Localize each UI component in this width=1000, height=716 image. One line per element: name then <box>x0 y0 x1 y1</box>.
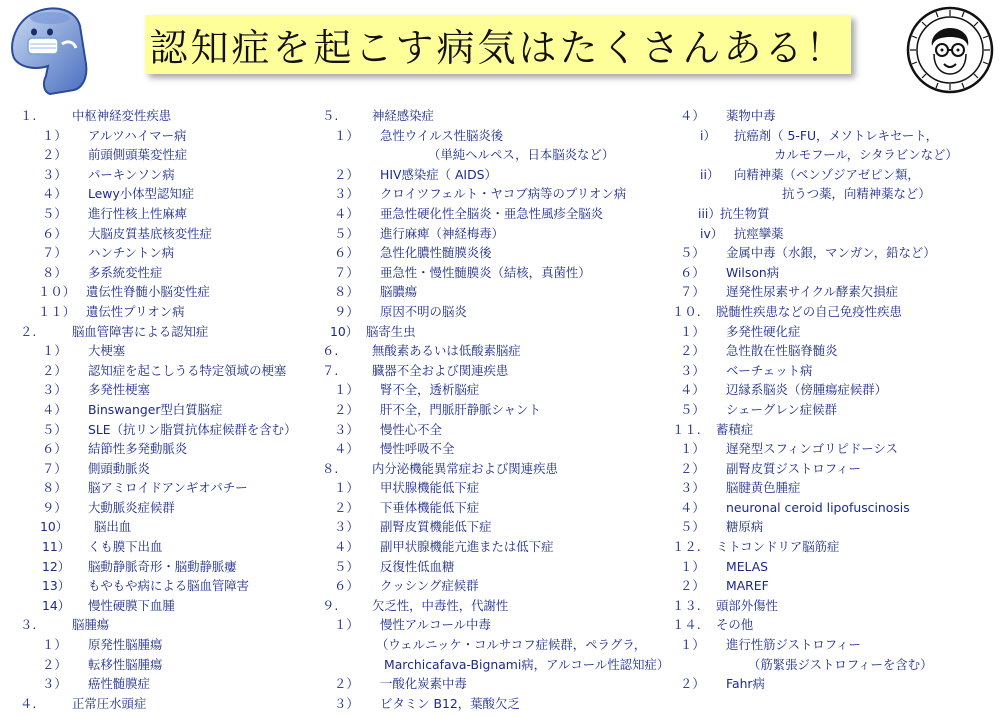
list-item <box>320 557 680 577</box>
list-item-number: iv） <box>700 225 724 241</box>
list-item-number: ２） <box>680 676 705 692</box>
list-item-text: カルモフール，シタラビンなど） <box>774 147 958 163</box>
list-item-number: ５） <box>680 401 705 417</box>
list-item-number: ３） <box>334 695 359 711</box>
list-item <box>676 322 996 342</box>
list-item-number: １） <box>42 637 67 653</box>
list-item <box>20 635 320 655</box>
list-item <box>320 341 680 361</box>
list-item-text: 抗痙攣薬 <box>734 225 784 241</box>
list-item-number: ４） <box>680 108 705 123</box>
list-item <box>20 126 320 146</box>
list-item-number: ４） <box>334 441 359 457</box>
list-item-number: １） <box>680 441 705 457</box>
doctor-stamp-logo-icon <box>906 6 994 94</box>
list-item <box>320 263 680 283</box>
list-item <box>20 537 320 557</box>
list-item-number: ４. <box>20 695 37 711</box>
list-item-text: シェーグレン症候群 <box>726 401 837 417</box>
list-item-number: ２） <box>680 343 705 359</box>
list-item-number: ６. <box>322 343 339 359</box>
list-item <box>676 341 996 361</box>
list-item <box>320 400 680 420</box>
list-item <box>676 478 996 498</box>
mascot-logo-icon <box>6 4 90 96</box>
list-item-number: ４） <box>42 186 67 202</box>
list-item <box>676 655 996 675</box>
list-item-number: １） <box>334 127 359 143</box>
list-item <box>20 302 320 322</box>
list-item-text: 大梗塞 <box>88 343 126 359</box>
list-item-number: ３） <box>334 186 359 202</box>
list-item-text: （ウェルニッケ・コルサコフ症候群，ペラグラ， <box>376 637 647 653</box>
list-item <box>676 184 996 204</box>
list-item-text: もやもや病による脳血管障害 <box>88 578 250 594</box>
list-item-text: 副腎皮質機能低下症 <box>380 519 492 535</box>
list-item <box>20 106 320 126</box>
list-item <box>320 635 680 655</box>
list-item-number: ４） <box>680 382 705 398</box>
list-item <box>20 243 320 263</box>
list-item <box>20 263 320 283</box>
list-item <box>320 165 680 185</box>
list-item <box>320 517 680 537</box>
list-item-text: 一酸化炭素中毒 <box>380 676 467 692</box>
list-item <box>676 224 996 244</box>
list-item <box>20 322 320 342</box>
list-item <box>676 576 996 596</box>
list-item-number: ８. <box>322 460 339 476</box>
list-item-number: １. <box>20 108 37 123</box>
list-item-number: ９） <box>334 303 359 319</box>
list-item-text: 欠乏性，中毒性，代謝性 <box>372 597 509 613</box>
list-item-text: 腎不全，透析脳症 <box>380 382 480 398</box>
list-item-text: 糖原病 <box>726 519 764 535</box>
list-item <box>320 145 680 165</box>
list-item-number: ２） <box>42 656 67 672</box>
list-item <box>676 380 996 400</box>
list-item-text: 遺伝性プリオン病 <box>86 303 185 319</box>
list-item-text: 脳腱黄色腫症 <box>726 480 801 496</box>
list-item-number: ４） <box>42 401 67 417</box>
list-item-text: 側頭動脈炎 <box>88 460 150 476</box>
list-item-number: １１. <box>672 421 701 437</box>
list-item <box>20 361 320 381</box>
list-item-text: 抗癌剤（ 5-FU，メソトレキセート， <box>734 127 938 143</box>
list-item-number: ii） <box>700 166 720 182</box>
list-item-text: Fahr病 <box>726 676 765 692</box>
list-item-number: ４） <box>334 539 359 555</box>
list-item-text: 脳膿瘍 <box>380 284 418 300</box>
list-item-number: ６） <box>42 441 67 457</box>
list-item-number: ５. <box>322 108 339 123</box>
list-item-text: クロイツフェルト・ヤコブ病等のプリオン病 <box>380 186 627 202</box>
list-item-text: 辺縁系脳炎（傍腫瘍症候群） <box>726 382 888 398</box>
list-item-text: SLE（抗リン脂質抗体症候群を含む） <box>88 421 297 437</box>
list-item-text: 原発性脳腫瘍 <box>88 637 163 653</box>
list-item <box>20 341 320 361</box>
list-item-number: ５） <box>42 205 67 221</box>
list-item-number: ８） <box>42 264 67 280</box>
list-item-number: ２） <box>680 578 705 594</box>
list-item-number: ３） <box>680 480 705 496</box>
list-item-number: ８） <box>334 284 359 300</box>
list-item-text: 慢性呼吸不全 <box>380 441 455 457</box>
list-item-number: ２） <box>680 460 705 476</box>
list-item-number: ９） <box>42 499 67 515</box>
list-item-number: 11） <box>42 539 71 555</box>
list-item <box>676 282 996 302</box>
list-item <box>676 674 996 694</box>
list-item <box>320 243 680 263</box>
list-item <box>20 498 320 518</box>
list-item-text: Marchicafava-Bignami病，アルコール性認知症） <box>384 656 670 672</box>
list-item-number: １） <box>334 617 359 633</box>
list-item-text: 反復性低血糖 <box>380 558 455 574</box>
list-item-text: クッシング症候群 <box>380 578 479 594</box>
list-item-number: ２） <box>334 499 359 515</box>
list-item-number: 12） <box>42 558 71 574</box>
list-item-text: Lewy小体型認知症 <box>88 186 195 202</box>
list-item-number: １） <box>334 480 359 496</box>
list-item-number: ６） <box>334 578 359 594</box>
list-item-text: ミトコンドリア脳筋症 <box>716 539 840 555</box>
list-item-text: 癌性髄膜症 <box>88 676 150 692</box>
list-item <box>320 674 680 694</box>
list-item <box>20 557 320 577</box>
list-item <box>672 537 996 557</box>
list-item-number: １） <box>680 558 705 574</box>
list-item-number: ３） <box>42 676 67 692</box>
list-item-text: 大動脈炎症候群 <box>88 499 175 515</box>
list-item-text: 遅発性尿素サイクル酵素欠損症 <box>726 284 898 300</box>
list-item-text: アルツハイマー病 <box>88 127 187 143</box>
list-item-text: 甲状腺機能低下症 <box>380 480 480 496</box>
list-item-number: ５） <box>680 519 705 535</box>
list-item-text: 原因不明の脳炎 <box>380 303 467 319</box>
list-item-text: 肝不全，門脈肝静脈シャント <box>380 401 541 417</box>
list-item-text: パーキンソン病 <box>88 166 175 182</box>
list-item-text: 遺伝性脊髄小脳変性症 <box>86 284 210 300</box>
list-item <box>320 537 680 557</box>
list-item-text: ハンチントン病 <box>88 245 175 261</box>
list-item <box>320 106 680 126</box>
list-item <box>672 420 996 440</box>
list-item-text: 遅発型スフィンゴリピドーシス <box>726 441 898 457</box>
list-item-number: １０） <box>38 284 76 300</box>
list-item-text: 内分泌機能異常症および関連疾患 <box>372 460 558 476</box>
list-item-text: 副腎皮質ジストロフィー <box>726 460 861 476</box>
list-item-number: ８） <box>42 480 67 496</box>
list-item <box>676 145 996 165</box>
list-item-text: 亜急性・慢性髄膜炎（結核，真菌性） <box>380 264 591 280</box>
list-item-text: 急性散在性脳脊髄炎 <box>726 343 838 359</box>
list-item-number: ５） <box>42 421 67 437</box>
list-item-text: 多発性硬化症 <box>726 323 801 339</box>
list-item-text: Wilson病 <box>726 264 780 280</box>
list-item-text: 正常圧水頭症 <box>72 695 147 711</box>
title-banner <box>145 15 851 74</box>
list-item-text: 向精神薬（ベンゾジアゼピン類， <box>734 166 920 182</box>
list-item <box>672 596 996 616</box>
list-item-text: 慢性硬膜下血腫 <box>88 597 175 613</box>
list-item <box>320 478 680 498</box>
list-item <box>20 439 320 459</box>
list-item <box>320 302 680 322</box>
list-item <box>20 400 320 420</box>
list-item <box>320 576 680 596</box>
list-item <box>320 361 680 381</box>
list-item <box>320 596 680 616</box>
list-item <box>676 243 996 263</box>
list-item-text: 急性ウイルス性脳炎後 <box>380 127 504 143</box>
list-item-number: ７） <box>680 284 705 300</box>
list-item <box>672 615 996 635</box>
list-item-text: neuronal ceroid lipofuscinosis <box>726 499 910 515</box>
list-item <box>320 184 680 204</box>
list-item <box>20 478 320 498</box>
list-item-number: 14） <box>42 597 71 613</box>
list-item-text: 多発性梗塞 <box>88 382 150 398</box>
list-item-text: 金属中毒（水銀，マンガン，鉛など） <box>726 245 936 261</box>
list-item-text: 頭部外傷性 <box>716 597 778 613</box>
list-item-number: 10） <box>330 323 359 339</box>
list-item-text: 抗うつ薬，向精神薬など） <box>782 186 931 202</box>
list-item <box>20 184 320 204</box>
list-item <box>676 165 996 185</box>
list-item <box>676 263 996 283</box>
list-item-number: ３） <box>42 166 67 182</box>
list-item-text: ベーチェット病 <box>726 362 813 378</box>
list-item-text: 脳出血 <box>94 519 132 535</box>
list-item-number: １２. <box>672 539 701 555</box>
list-item-number: ７） <box>42 460 67 476</box>
list-item-text: 進行麻痺（神経梅毒） <box>380 225 504 241</box>
list-item-number: ７. <box>322 362 339 378</box>
list-item-number: ５） <box>334 225 359 241</box>
list-item-number: １） <box>680 637 705 653</box>
list-item-text: 抗生物質 <box>720 205 770 221</box>
list-item-number: ３） <box>334 519 359 535</box>
list-item-number: １） <box>334 382 359 398</box>
list-item <box>20 674 320 694</box>
list-item-number: １３. <box>672 597 701 613</box>
list-item-text: （単純ヘルペス，日本脳炎など） <box>428 147 615 163</box>
list-item <box>20 224 320 244</box>
list-item-text: 多系統変性症 <box>88 264 163 280</box>
list-item-number: ２） <box>334 401 359 417</box>
list-item-number: ６） <box>680 264 705 280</box>
list-item-text: 臓器不全および関連疾患 <box>372 362 509 378</box>
list-item-text: 蓄積症 <box>716 421 754 437</box>
list-item-text: 脳血管障害による認知症 <box>72 323 209 339</box>
list-item <box>676 439 996 459</box>
list-item-text: 副甲状腺機能亢進または低下症 <box>380 539 554 555</box>
list-item-text: 認知症を起こしうる特定領域の梗塞 <box>88 362 287 378</box>
list-item <box>20 145 320 165</box>
list-item <box>320 380 680 400</box>
list-item-text: くも膜下出血 <box>88 539 163 555</box>
list-item <box>676 204 996 224</box>
list-item-text: その他 <box>716 617 754 633</box>
list-item <box>676 126 996 146</box>
list-item <box>20 517 320 537</box>
list-item-number: ３） <box>42 382 67 398</box>
list-item-number: ３） <box>680 362 705 378</box>
list-item <box>20 420 320 440</box>
list-item <box>320 439 680 459</box>
list-item <box>676 498 996 518</box>
list-item-number: ２） <box>334 676 359 692</box>
list-item <box>20 380 320 400</box>
list-item <box>672 302 996 322</box>
list-item-text: 急性化膿性髄膜炎後 <box>380 245 492 261</box>
list-item <box>320 322 680 342</box>
list-item-number: １０. <box>672 303 701 319</box>
list-item <box>320 126 680 146</box>
list-item-text: 脳腫瘍 <box>72 617 110 633</box>
list-item-number: １） <box>680 323 705 339</box>
list-item-number: ６） <box>42 225 67 241</box>
list-item-text: 神経感染症 <box>372 108 434 123</box>
list-item-text: HIV感染症（ AIDS） <box>380 166 497 182</box>
page-title: 認知症を起こす病気はたくさんある！ <box>149 26 847 70</box>
list-item-number: ２. <box>20 323 37 339</box>
list-item-number: iii） <box>698 205 721 221</box>
list-item-text: MELAS <box>726 558 769 574</box>
list-item <box>320 459 680 479</box>
list-item-number: ４） <box>680 499 705 515</box>
list-item-number: ３. <box>20 617 37 633</box>
list-item <box>320 224 680 244</box>
column-right <box>672 106 996 694</box>
list-item <box>20 655 320 675</box>
list-item-number: ２） <box>42 362 67 378</box>
list-item <box>20 204 320 224</box>
list-item <box>676 106 996 126</box>
list-item-number: ５） <box>334 558 359 574</box>
list-item-number: ２） <box>42 147 67 163</box>
list-item <box>20 165 320 185</box>
list-item-number: １４. <box>672 617 701 633</box>
list-item-number: ３） <box>334 421 359 437</box>
list-item-text: MAREF <box>726 578 769 594</box>
list-item-number: 10） <box>40 519 69 535</box>
list-item-text: 大脳皮質基底核変性症 <box>88 225 212 241</box>
list-item-text: 無酸素あるいは低酸素脳症 <box>372 343 521 359</box>
list-item <box>320 498 680 518</box>
list-item <box>320 282 680 302</box>
list-item-text: 脳アミロイドアンギオパチー <box>88 480 248 496</box>
list-item-text: （筋緊張ジストロフィーを含む） <box>748 656 933 672</box>
list-item <box>676 635 996 655</box>
list-item-number: ５） <box>680 245 705 261</box>
list-item-text: 脱髄性疾患などの自己免疫性疾患 <box>716 303 902 319</box>
list-item-text: Binswanger型白質脳症 <box>88 401 223 417</box>
list-item-number: ４） <box>334 205 359 221</box>
list-item <box>320 204 680 224</box>
list-item <box>20 694 320 714</box>
list-item <box>676 400 996 420</box>
column-middle <box>320 106 680 713</box>
list-item <box>20 282 320 302</box>
list-item-number: １１） <box>38 303 76 319</box>
list-item-number: １） <box>42 127 67 143</box>
list-item <box>676 459 996 479</box>
list-item <box>320 655 680 675</box>
list-item-number: ９. <box>322 597 339 613</box>
list-item-number: ６） <box>334 245 359 261</box>
list-item <box>676 517 996 537</box>
list-item-text: 脳寄生虫 <box>366 323 416 339</box>
list-item-text: 転移性脳腫瘍 <box>88 656 163 672</box>
column-left <box>20 106 320 713</box>
list-item-text: 下垂体機能低下症 <box>380 499 480 515</box>
list-item-text: 慢性アルコール中毒 <box>380 617 491 633</box>
list-item-text: ビタミン B12，葉酸欠乏 <box>380 695 520 711</box>
list-item-text: 進行性核上性麻痺 <box>88 205 188 221</box>
list-item <box>320 420 680 440</box>
list-item-number: ２） <box>334 166 359 182</box>
list-item <box>676 557 996 577</box>
list-item-text: 進行性筋ジストロフィー <box>726 637 861 653</box>
list-item-text: 脳動静脈奇形・脳動静脈瘻 <box>88 558 237 574</box>
list-item-text: 結節性多発動脈炎 <box>88 441 188 457</box>
list-item-number: １） <box>42 343 67 359</box>
list-item <box>20 576 320 596</box>
list-item <box>676 361 996 381</box>
list-item-text: 前頭側頭葉変性症 <box>88 147 188 163</box>
list-item-text: 慢性心不全 <box>380 421 442 437</box>
list-item-text: 亜急性硬化性全脳炎・亜急性風疹全脳炎 <box>380 205 604 221</box>
list-item <box>320 694 680 714</box>
list-item <box>20 596 320 616</box>
list-item-number: ７） <box>42 245 67 261</box>
list-item-text: 薬物中毒 <box>726 108 776 123</box>
list-item-number: 13） <box>42 578 71 594</box>
list-item-text: 中枢神経変性疾患 <box>72 108 172 123</box>
list-item-number: ７） <box>334 264 359 280</box>
list-item <box>20 615 320 635</box>
list-item <box>320 615 680 635</box>
list-item <box>20 459 320 479</box>
list-item-number: i） <box>700 127 716 143</box>
